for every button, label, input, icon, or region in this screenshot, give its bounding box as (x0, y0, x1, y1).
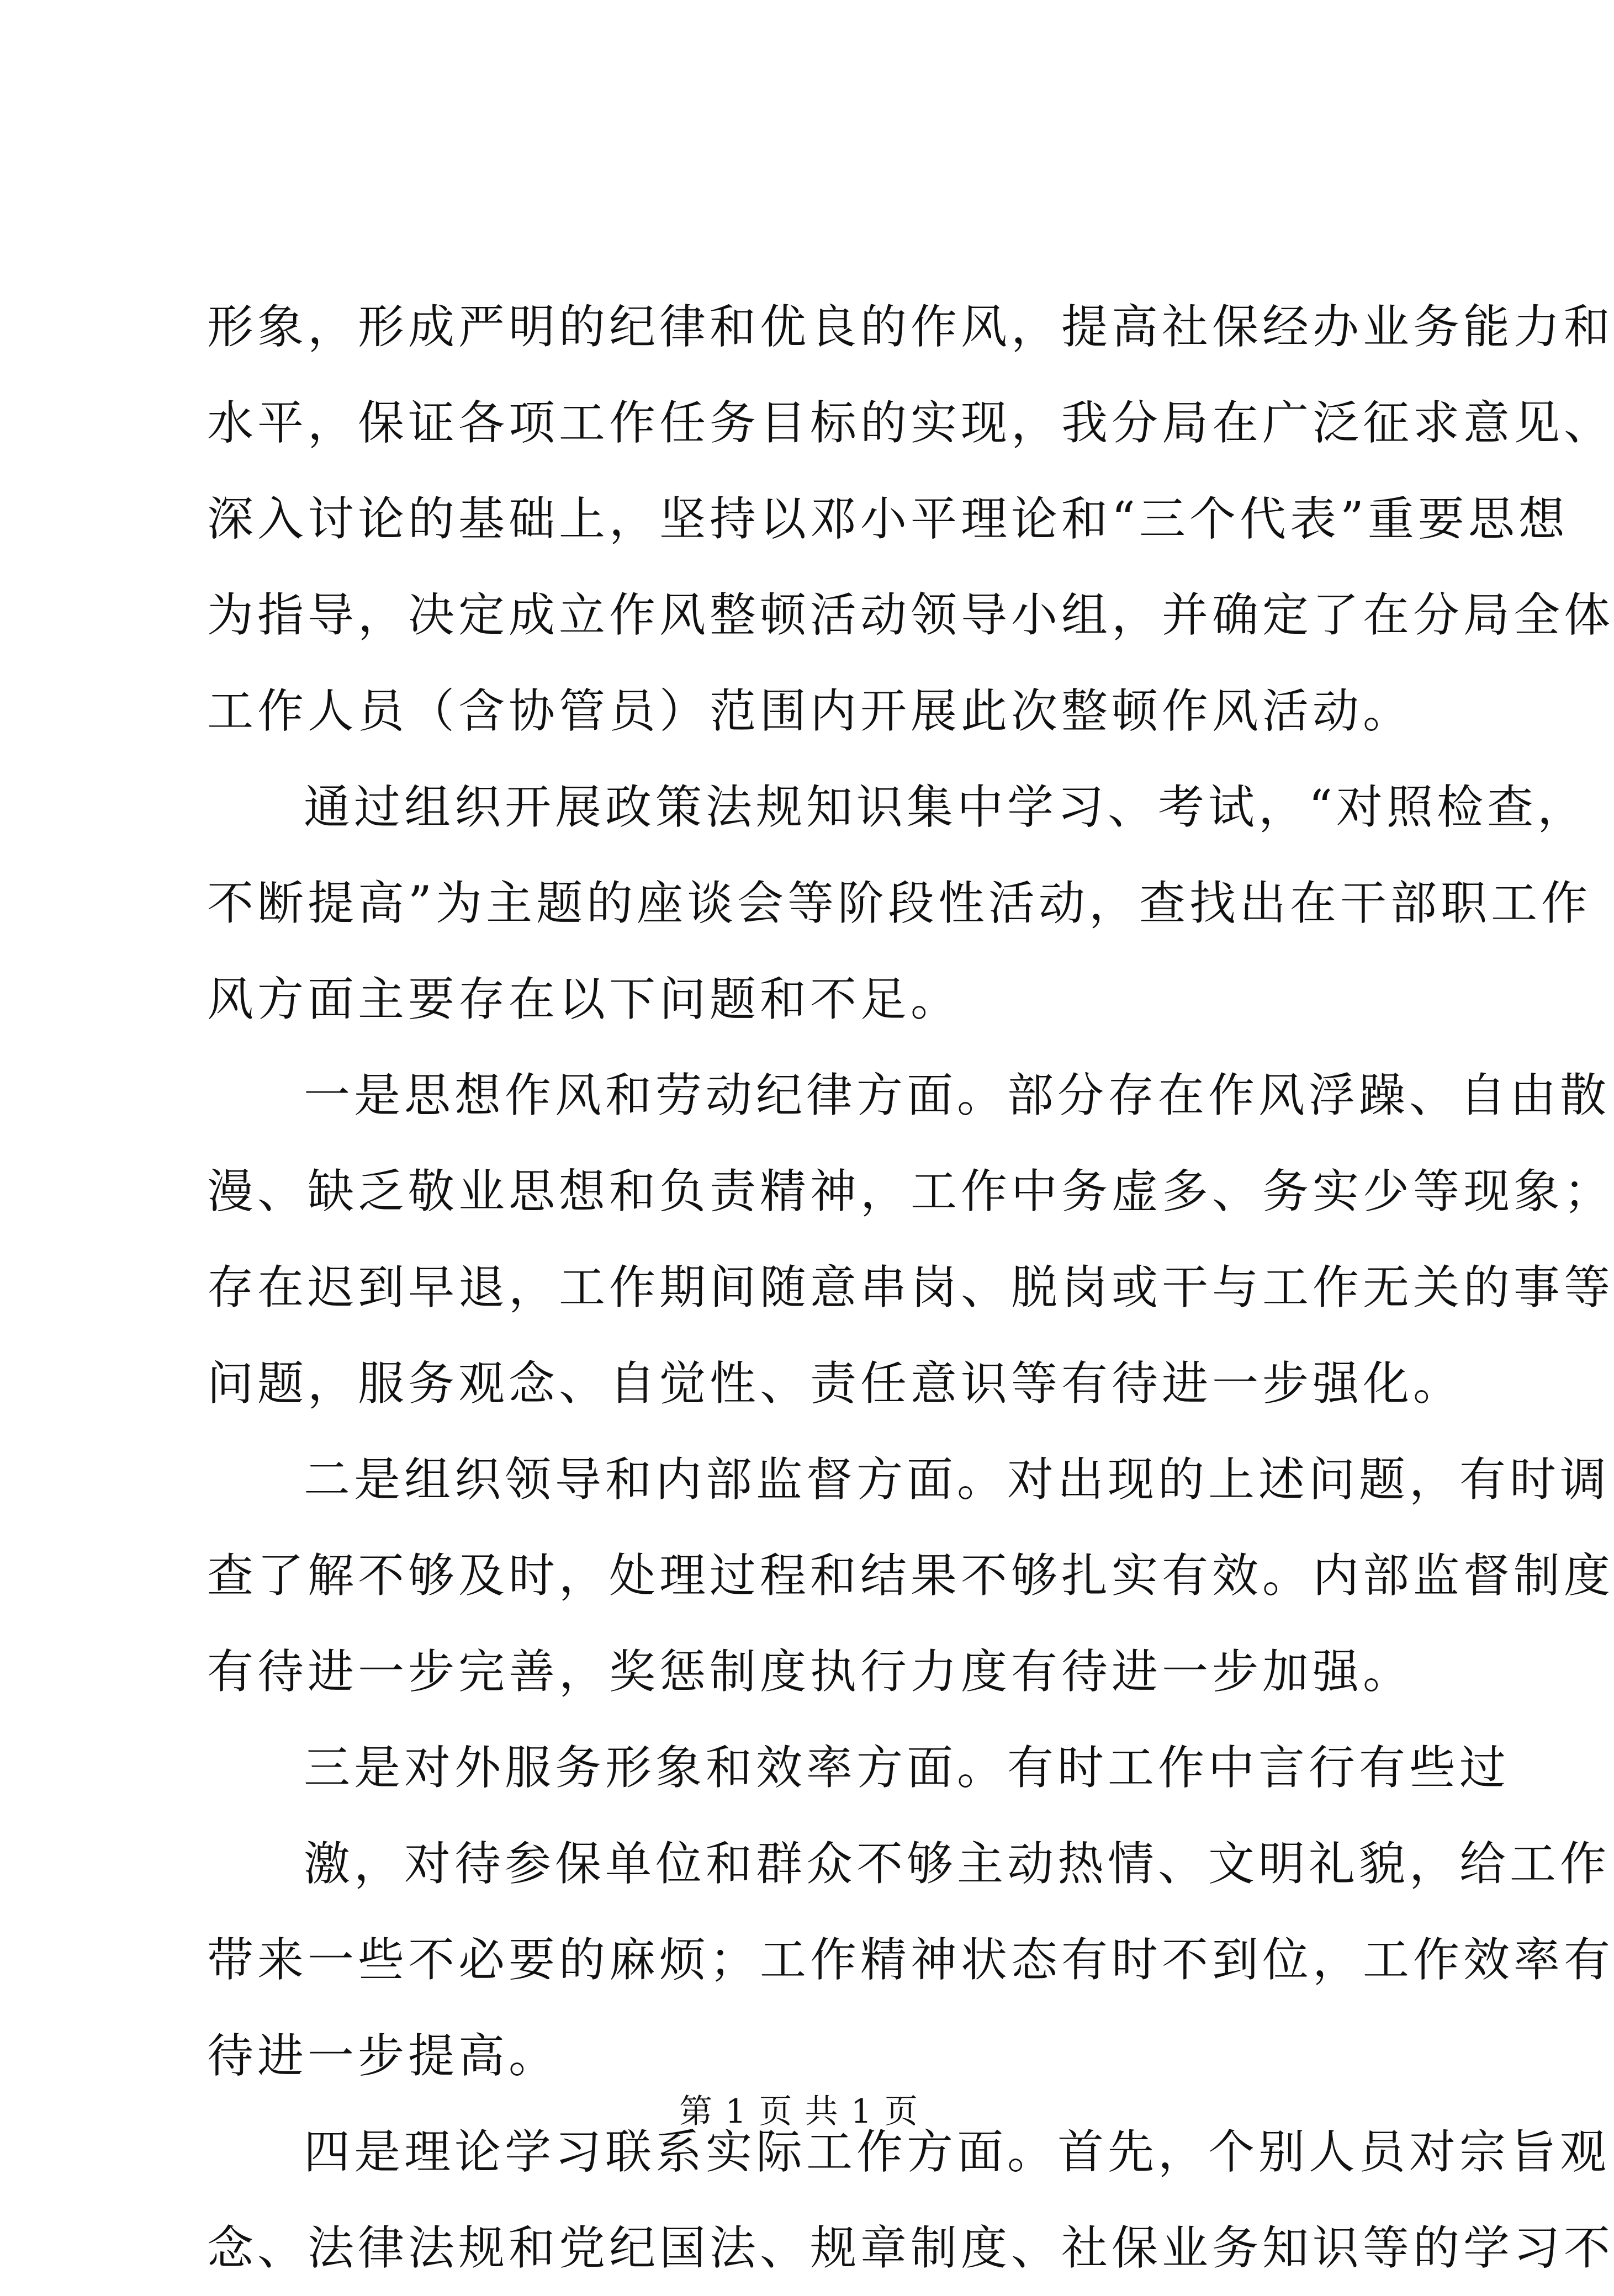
text-line: 不断提高”为主题的座谈会等阶段性活动，查找出在干部职工作 (207, 876, 1591, 930)
paragraph-first-line: 一是思想作风和劳动纪律方面。部分存在作风浮躁、自由散 (304, 1068, 1611, 1122)
text-line: 带来一些不必要的麻烦；工作精神状态有时不到位，工作效率有 (207, 1933, 1614, 1987)
paragraph-first-line: 四是理论学习联系实际工作方面。首先，个别人员对宗旨观 (304, 2125, 1611, 2179)
text-line: 工作人员（含协管员）范围内开展此次整顿作风活动。 (207, 684, 1414, 738)
paragraph-first-line: 激，对待参保单位和群众不够主动热情、文明礼貌，给工作 (304, 1837, 1611, 1891)
document-body (207, 279, 1614, 2296)
text-line: 深入讨论的基础上，坚持以邓小平理论和“三个代表”重要思想 (207, 492, 1569, 546)
text-line: 念、法律法规和党纪国法、规章制度、社保业务知识等的学习不 (207, 2221, 1614, 2275)
text-line: 风方面主要存在以下问题和不足。 (207, 972, 961, 1026)
text-line: 形象，形成严明的纪律和优良的作风，提高社保经办业务能力和 (207, 300, 1614, 354)
paragraph-first-line: 通过组织开展政策法规知识集中学习、考试，“对照检查， (304, 780, 1587, 834)
text-line: 水平，保证各项工作任务目标的实现，我分局在广泛征求意见、 (207, 396, 1614, 450)
text-line: 存在迟到早退，工作期间随意串岗、脱岗或干与工作无关的事等 (207, 1260, 1614, 1314)
text-line: 有待进一步完善，奖惩制度执行力度有待进一步加强。 (207, 1645, 1414, 1699)
page-number-footer: 第 1 页 共 1 页 (679, 2092, 919, 2131)
text-line: 待进一步提高。 (207, 2029, 559, 2083)
paragraph-first-line: 三是对外服务形象和效率方面。有时工作中言行有些过 (304, 1741, 1510, 1795)
text-line: 为指导，决定成立作风整顿活动领导小组，并确定了在分局全体 (207, 588, 1614, 642)
text-line: 问题，服务观念、自觉性、责任意识等有待进一步强化。 (207, 1356, 1464, 1411)
text-line: 漫、缺乏敬业思想和负责精神，工作中务虚多、务实少等现象； (207, 1164, 1614, 1218)
paragraph-first-line: 二是组织领导和内部监督方面。对出现的上述问题，有时调 (304, 1452, 1611, 1507)
text-line: 查了解不够及时，处理过程和结果不够扎实有效。内部监督制度 (207, 1549, 1614, 1603)
